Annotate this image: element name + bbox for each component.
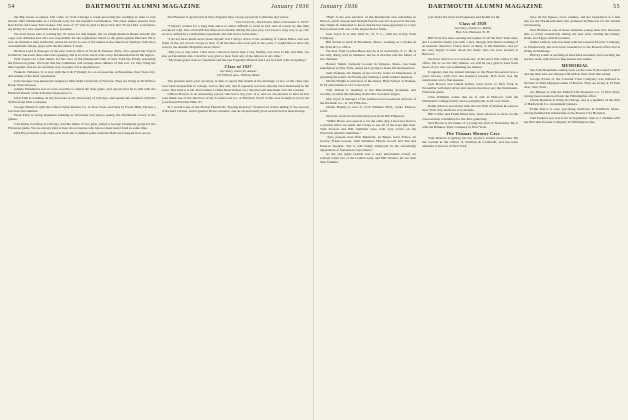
paragraph: Harvey Lamb is teaching at Deerfield Academy and coaching the hockey team, which had a fine season last winter. [524,53,620,62]
paragraph: Martin Wright is principal of the Junior High School at Nashua, N. H. and resides at 112 Concord St. [320,79,416,88]
paragraph: Don Holmes is one of those fortunate young men who has been able to travel extensively during the past year, visiting the Orient, India, and Egypt with his parents. [524,27,620,40]
paragraph: Tom Monroe is getting his law practice started down-town. He has located in the offices of Sullivan & Cromwell, and has been admitted to the bar of New York. [422,136,518,149]
paragraph: Mac Joyce is manager of the partition and woodwork division of the Kirlando Co., at 110 Fifth Ave. [320,96,416,105]
paragraph: Walt Wilson is teaching at the Mercersburg Academy, and recently coached the debating teams that won their league. [320,87,416,96]
paragraph: Bill Sterne is back in Brookline, Mass., working as a broker in the Tyler & Co. office. [320,40,416,49]
paragraph: Johnny Hammond was in town recently to attend the Yale game, and reports that he is still with the Hartford branch of the Travelers Insurance Co. [8,87,156,96]
paragraph: The greatest news your secretary is able to report this month is the marriage of two of the class who have been inseparable in college, and so they did, and if reported, we have already been mentioned in the news. This time it is Mr. Dan Gilbert to Miss Ruth Wilson on a trip that will take them over the country. [161,79,309,92]
paragraph: "My hand grand class is Caledonia and the late Founders' Brunch and I are in touch with everything." [167,58,308,63]
letter-dateline: "222 Green St., Dorchester, Mass. December 3, 1935" [234,19,309,24]
magazine-title: DARTMOUTH ALUMNI MAGAZINE [85,3,201,10]
paragraph: Walter Clifton, who has been with the General Electric Company in Schenectady, has now been transferred to the Boston office and is living in Wellesley. [524,40,620,53]
section-heading: The Thomas Monroe Case [446,131,500,137]
section-heading: Class of 1927 [224,64,252,70]
section-secretary: Secretary, Luther G. Moller [454,26,492,31]
paragraph: "Did you or any other 'class news collectors' know that a boy, Jimmy, was born to Mr. and Mrs. Joe Roe on December 2nd. I shall be very glad to hear from any of the fellows at any time." [161,49,309,58]
paragraph: Gifford Bowers is an interesting person who had a big year of it, and we are pleased to hear he has been made one of the directors of the Colonial Air Co. at Hartford. Word of this was brought to us by his good friend Fletcher Hale '27. [161,92,309,105]
paragraph: Barney Smith, formerly located in Walpole, Mass., has been transferred to New York, where he is going to make his headquarters. [320,61,416,70]
paragraph: It appears that the annual banquet at the Hotel Roosevelt was a great success, with over one hundred present. Bob Scott was the toastmaster and a fine speaker. [422,69,518,82]
paragraph: Sam Twining, the master of the Crosby estate in Manchester, is spending his winter in Florida and running a small lumber business. [320,70,416,79]
paragraph: John Williams writes that he is still at Hanover with the Dartmouth College faculty and is enjoying his work very much. [422,95,518,104]
paragraph: Ralph Allen is associated with the law firm of Perkins & Lane in New York City and lives in Scarsdale. [422,103,518,112]
paragraph: Art Benner is with the Mutual Life Insurance Co. of New York, having been transferred from the Philadelphia office. [524,89,620,98]
paragraph: We hear from Gordon Huey that he is in Greenville, S. C. He is not only doing well in business, but he is married and the father of two children. [320,49,416,62]
section-address: 132 Willow Ave., Walton, Mass. [216,73,261,78]
paragraph: the Big Green as ushers. Del came on from Chicago a week preceding the wedding in time to join eleven other Dartmouths at a farewell party for the bachelor Lubchenkos. The other ushers present were Ken Ervin and Casey McCracken. The class of '27 will be glad to know that Del '25 and Mrs. Lubchenko are living in a new apartment in Kew Gardens. [8,15,156,32]
section-heading: MEMORIAL [561,63,589,69]
paragraph: Ned Brown is the father of a young son born in November. He is with the Bankers Trust Company in New York. [422,121,518,130]
paragraph: Doug Fenn is doing insurance banking in Worcester and enjoys seeing the Dartmouth crowd at the games. [8,113,156,122]
paragraph: Frank Pierce is now practicing medicine in Pittsfield, Mass., having finished his interneship at the Boston City Hospital. [524,107,620,116]
issue-date: January 1936 [271,4,309,10]
text-column [8,15,156,420]
paragraph: Dick Ellis is working on his doctorate at the University of Chicago, and spends his summers with the Yellowstone Park Company. [8,96,156,105]
text-column [320,15,416,420]
paragraph: Don Bennett is again back in New England after a long sojourn in California and writes: [167,15,290,19]
paragraph: John Sprague was married in August to Miss Ruth Cudworth of Newton. They are living at 40 Wallace Road, West Newton. [8,78,156,87]
paragraph: you desire the most and happiness and health for all. [428,15,501,19]
section-secretary: Secretary, Dean W. Aeneas [219,69,257,74]
paragraph: Dirk Boyd and his wife came over from the Columbia game with the Halls and stopped in to see us. [14,130,152,135]
paragraph: Monte Bonnie is now at 1519 Wilshire Blvd., Santa Monica, Calif. [320,105,416,114]
paragraph: Chuck Baldwin is living in Chicago and is a member of the firm of Baldwin & Co., investment bankers. [524,98,620,107]
section-address: Box 311, Hanover, N. H. [456,30,490,35]
paragraph: See Tom Benjamin coming back on the train from Grand Central and the men who are staying with him in New York this winter. [524,68,620,77]
paragraph: Bill Coffee and Frank Bates have been selected to serve on the class reunion committee for the June gathering. [422,112,518,121]
paragraph: Jack Bowen and Chuck Kelley went down to New York in November with their wives and reports that they saw the Dartmouth-Princeton game. [422,82,518,95]
magazine-title: DARTMOUTH ALUMNI MAGAZINE [428,3,543,10]
text-column [524,15,620,420]
paragraph: Frank K. Nebeker, Jr. is now with the C & P Weekly Co. as an associate at Brookline, New York City, and resides at the Kent apartments. [8,69,156,79]
paragraph: "Bud" is the sole survivor of the Dartmouth clan remaining in Detroit, and if anyone had thought that he was not as good as the rest, they might be interested to know that he has been appointed to a very fine position with one of the largest motor firms. [320,15,416,32]
section-heading: Class of 1928 [459,21,487,27]
paragraph: Jack Joyce is at One Wall St., N. Y. C., with the Irving Trust Company. [320,31,416,40]
paragraph: "Willie Howe was seen in a car the other day. I have not been to a reunion since our tenth, but I hope to see all of the boys this June. Tom Stewart and Bill Spillman were both very active on the Princeton alumni committee." [320,118,416,135]
right-columns [320,15,620,420]
page-header [320,3,620,12]
paragraph: We don't know who is writing the '27 notes for this month, but we might mention Duane Arnold, the cager who dribbled and who was responsible for the sophomore bench at the game against Harvard. He is now an insurance man in Boston, where he serves as one of the ushers at the church on Sundays. Still keen on basketball, Duane plays with the Brookline Y team. [8,31,156,48]
paragraph: "I haven't written for a long time and it is rather difficult to write in bed, and of course by this time you know why. Our old health has improved steadily during the past year, but it had a long way to go. We are now settled in a comfortable apartment and will be for some time." [161,24,309,37]
paragraph: In a recent issue of the Boston Herald the "Racing Reporter" featured an article telling of the success of Richard Clinton, in his Quarter Horse ventures, and an exceptionally good season he has been having. [161,104,309,113]
text-column [422,15,518,420]
text-column [162,15,310,420]
page-number: 54 [8,4,15,10]
page-number: 55 [613,4,620,10]
paragraph: Bill Frost has been sending the names of all the New York men, and I wouldn't blame you with a fact, though, that there's nothing of an unusual character. I have news of many of the members, and we are very happy to hear about the many who are now located at Hanover. [422,36,518,57]
paragraph: have all the figures, food, candles, and the inspiration of a fine day for the Dartmouth men who gathered in Hanover for the annual fall meeting. [524,15,620,28]
paragraph: "Also present were Bob Reinhold, Al Baker, Gary Prince, Al Jacobs, Frank Gowen, Sam Weinmer, Howie Gooch and Ted and Frances Spencer. Ted is still busily employed in the advertising department of Sensation Corporation." [320,135,416,152]
paragraph: "I do not have much news about myself, but I did go down to the wedding of Chuck Fuller, and saw many of the old crowd. I hope to hear of all the men who took part in the years. I would like to have my news in the Alumni Magazine more often." [161,37,309,50]
issue-date: January 1936 [320,4,358,10]
paragraph: We have tried not to overlook any of the news that comes to the office, but as we are only human, we will be very glad to hear from those of you who see something we missed. [422,56,518,69]
paragraph: George Evans of the Colonial Trust Company was married in October to Miss Margaret Allen of Boston. They are living at 19 Park Ave., New York. [524,76,620,90]
paragraph: Sam Parker's son was born in September. Sam is a chemist with the Hercules Powder Company in Wilmington, Del. [524,115,620,124]
left-columns [8,15,309,420]
paragraph: George Duniel is with the United States Rubber Co. in New York, and lives in Forest Hills. He has a son born last summer. [8,104,156,113]
paragraph: Walt Tagart ran a fine dinner for the class of the Dartmouth Club of New York the Friday preceding the Princeton game. We hope that the committee will arrange more dinners of this sort, for they bring the men together and are an excellent way to renew old acquaintances. [8,57,156,70]
paragraph: Carl Kuhn, traveling in Chicago, and the father of two girls, joined a George Champion group for the Princeton game. We are always glad to hear about anyone who has not been heard from in some time. [8,122,156,131]
page-header [8,3,309,12]
paragraph: Richard Ladd is manager of the new branch office of Stone & Webster. Dick, who opened the branch in Detroit, has been there since the opening, and is in close touch with every Dartmouth man in the region. [8,48,156,57]
paragraph: At the last game (which was a very unfortunate event) we noticed Grant Orr of the Golden Gate, and Bill Watters, all out with their families. [320,152,416,165]
right-page [314,0,628,420]
paragraph: We have received the following note from Bill Plimpton: [326,114,405,119]
